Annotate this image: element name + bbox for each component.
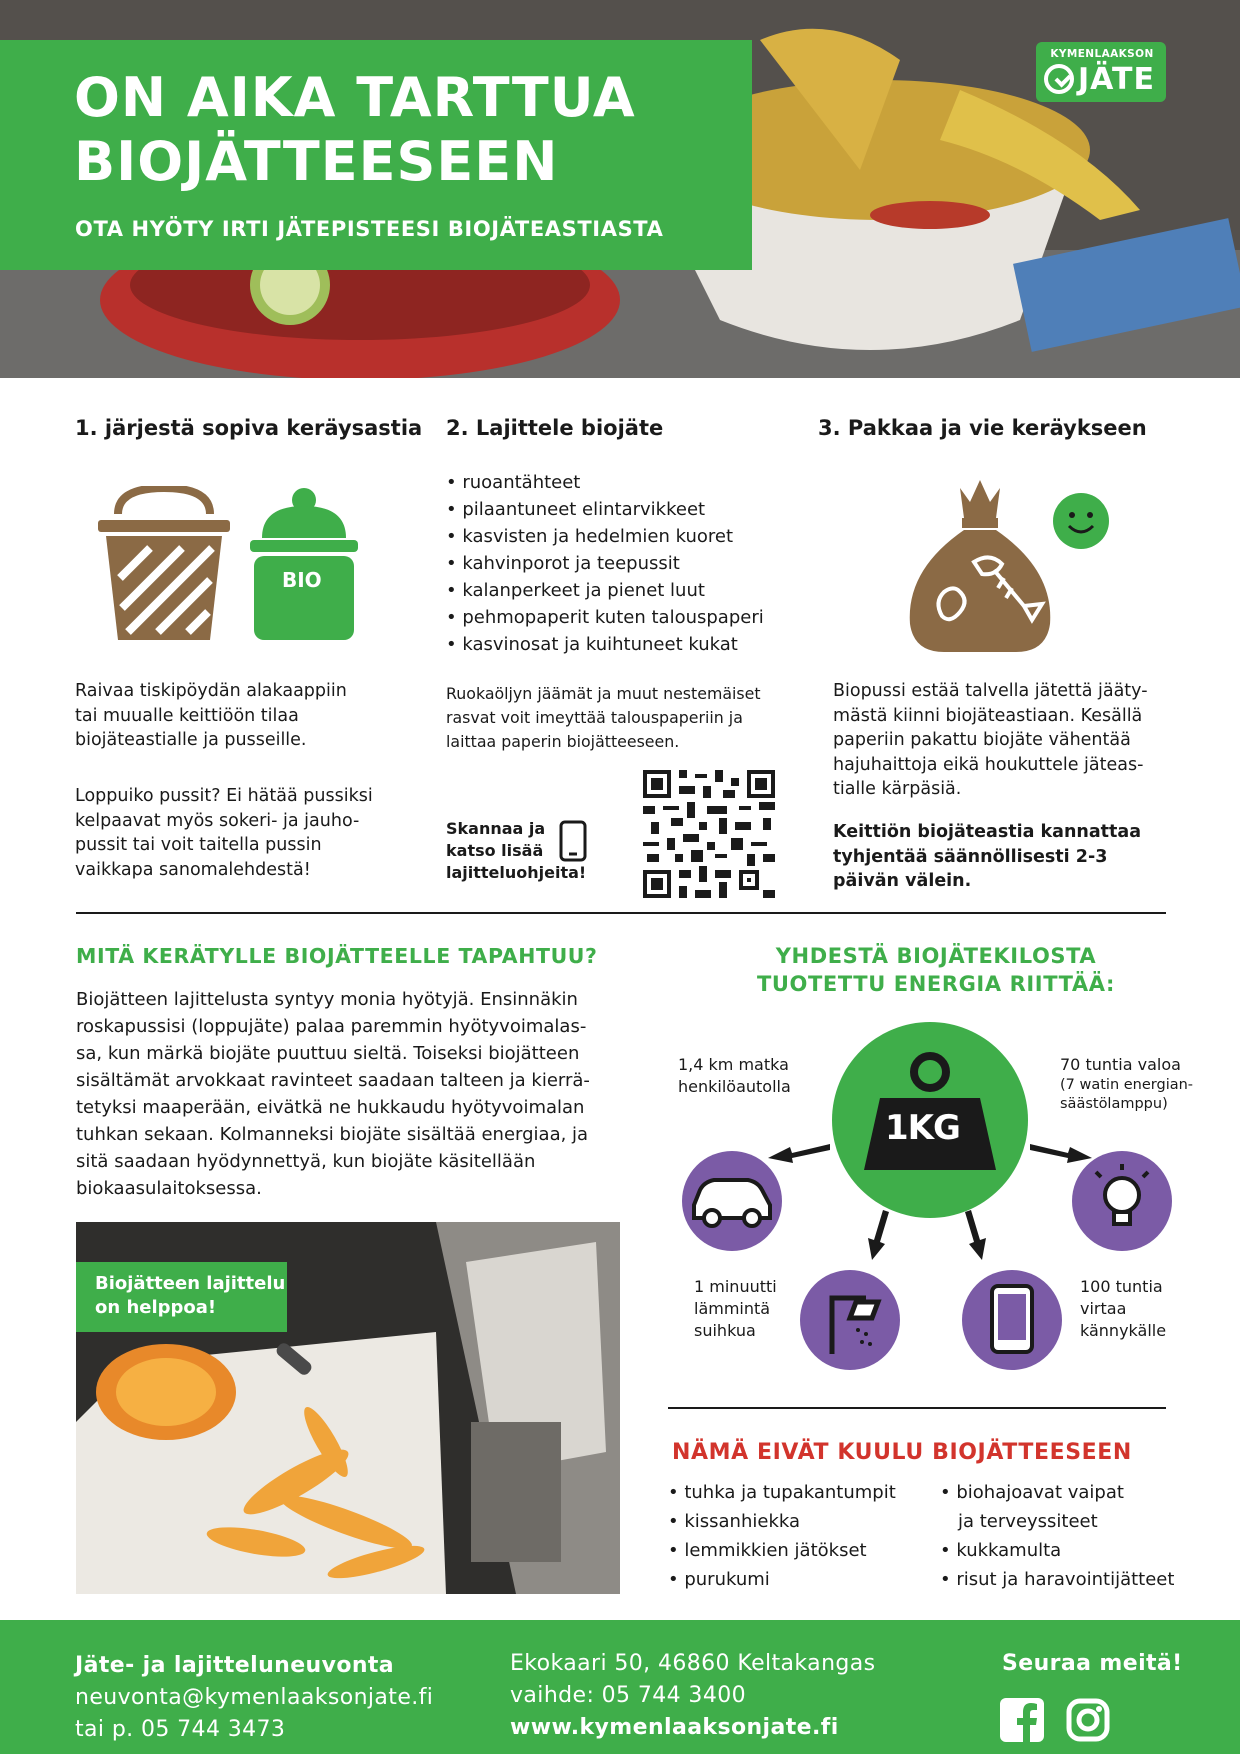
text-line: sitä saadaan hyödynnettyä, kun biojäte käsitellään: [76, 1151, 536, 1172]
text-line: pussit tai voit taitella pussin: [75, 835, 322, 855]
advice-email[interactable]: neuvonta@kymenlaaksonjate.fi: [75, 1685, 434, 1710]
footer: [0, 1620, 1240, 1754]
title-line-2: BIOJÄTTEESEEN: [74, 130, 559, 193]
biowaste-bag-icon: [904, 474, 1056, 654]
text-line: YHDESTÄ BIOJÄTEKILOSTA: [775, 944, 1097, 968]
step-1-text: [75, 679, 347, 753]
text-line: kännykälle: [1080, 1321, 1167, 1340]
text-line: säästölamppu): [1060, 1096, 1168, 1112]
bio-items-list: [446, 469, 764, 658]
shower-label: [694, 1276, 777, 1342]
list-item-continuation: ja terveyssiteet: [958, 1511, 1098, 1532]
text-line: Skannaa ja: [446, 819, 546, 838]
text-line: 1 minuutti: [694, 1277, 777, 1296]
step-3-text: [833, 679, 1148, 802]
text-line: roskapussisi (loppujäte) palaa paremmin hyötyvoimalas-: [76, 1016, 587, 1037]
text-line: Loppuiko pussit? Ei hätää pussiksi: [75, 786, 373, 806]
text-line: Ruokaöljyn jäämät ja muut nestemäiset: [446, 684, 761, 703]
text-line: lajitteluohjeita!: [446, 863, 587, 882]
hero-banner: [0, 0, 1240, 378]
light-label: [1060, 1054, 1193, 1114]
list-item: • pilaantuneet elintarvikkeet: [446, 496, 764, 523]
section-divider: [668, 1407, 1166, 1409]
text-line: biojäteastialle ja pusseille.: [75, 730, 307, 750]
text-line: henkilöautolla: [678, 1077, 791, 1096]
bio-bin-icon: [248, 486, 360, 642]
text-line: (7 watin energian-: [1060, 1077, 1194, 1093]
what-happens-heading: MITÄ KERÄTYLLE BIOJÄTTEELLE TAPAHTUU?: [76, 944, 598, 968]
text-line: vaikkapa sanomalehdestä!: [75, 859, 311, 880]
facebook-icon[interactable]: [1000, 1698, 1044, 1742]
smiley-icon: [1052, 492, 1110, 550]
text-line: päivän välein.: [833, 871, 972, 891]
page-subtitle: OTA HYÖTY IRTI JÄTEPISTEESI BIOJÄTEASTIASTA: [75, 217, 664, 241]
text-line: 100 tuntia: [1080, 1277, 1163, 1296]
text-line: tyhjentää säännöllisesti 2-3: [833, 846, 1108, 867]
list-item: • lemmikkien jätökset: [668, 1536, 896, 1565]
brand-logo-big-text: JÄTE: [1078, 62, 1156, 97]
text-line: Raivaa tiskipöydän alakaappiin: [75, 681, 347, 701]
text-line: Biojätteen lajittelusta syntyy monia hyötyjä. Ensinnäkin: [76, 989, 578, 1010]
list-item: • kalanperkeet ja pienet luut: [446, 577, 764, 604]
oil-note: [446, 682, 761, 754]
website-link[interactable]: www.kymenlaaksonjate.fi: [510, 1715, 839, 1740]
text-line: Biojätteen lajittelu: [95, 1273, 286, 1294]
step-3-heading: 3. Pakkaa ja vie keräykseen: [818, 416, 1147, 440]
text-line: sisältämät arvokkaat ravinteet saadaan talteen ja kierrä-: [76, 1070, 590, 1091]
step-3-bold-text: [833, 820, 1141, 894]
text-line: kelpaavat myös sokeri- ja jauho-: [75, 810, 360, 831]
instagram-icon[interactable]: [1066, 1698, 1110, 1742]
title-line-1: ON AIKA TARTTUA: [74, 66, 636, 129]
text-line: rasvat voit imeyttää talouspaperiin ja: [446, 708, 743, 727]
list-item: • tuhka ja tupakantumpit: [668, 1478, 896, 1507]
list-item: • kahvinporot ja teepussit: [446, 550, 764, 577]
not-bio-list-left: [668, 1478, 896, 1594]
list-item: • risut ja haravointijätteet: [940, 1565, 1174, 1594]
list-item: • kukkamulta: [940, 1536, 1174, 1565]
not-bio-list-right: [940, 1478, 1174, 1594]
follow-us-label: Seuraa meitä!: [1002, 1651, 1183, 1676]
text-line: suihkua: [694, 1321, 756, 1340]
list-item: • kissanhiekka: [668, 1507, 896, 1536]
advice-title: Jäte- ja lajitteluneuvonta: [75, 1653, 395, 1678]
brand-logo-small-text: KYMENLAAKSON: [1050, 48, 1154, 60]
section-divider: [76, 912, 1166, 914]
what-happens-text: [76, 986, 590, 1202]
list-item: • pehmopaperit kuten talouspaperi: [446, 604, 764, 631]
switchboard-phone[interactable]: vaihde: 05 744 3400: [510, 1683, 747, 1708]
page-title: [74, 66, 734, 194]
smartphone-icon: [558, 820, 588, 862]
advice-phone[interactable]: tai p. 05 744 3473: [75, 1717, 286, 1742]
weight-label: 1KG: [885, 1108, 960, 1148]
text-line: 1,4 km matka: [678, 1055, 789, 1074]
photo-label: [76, 1262, 287, 1332]
text-line: tetyksi maaperään, eivätkä ne hukkaudu hyötyvoimalan: [76, 1097, 585, 1118]
text-line: sa, kun märkä biojäte puuttuu sieltä. Toiseksi biojätteen: [76, 1043, 580, 1064]
text-line: paperiin pakattu biojäte vähentää: [833, 730, 1131, 750]
text-line: on helppoa!: [95, 1297, 217, 1318]
energy-heading: [666, 942, 1206, 998]
list-item: • ruoantähteet: [446, 469, 764, 496]
text-line: mästä kiinni biojäteastiaan. Kesällä: [833, 705, 1143, 726]
text-line: Biopussi estää talvella jätettä jääty-: [833, 681, 1148, 701]
list-item: • kasvisten ja hedelmien kuoret: [446, 523, 764, 550]
text-line: tialle kärpäsiä.: [833, 779, 962, 799]
list-item: • purukumi: [668, 1565, 896, 1594]
car-icon: [694, 1180, 770, 1226]
text-line: biokaasulaitoksessa.: [76, 1178, 262, 1199]
text-line: Keittiön biojäteastia kannattaa: [833, 822, 1142, 842]
text-line: virtaa: [1080, 1299, 1127, 1318]
brand-logo: [1036, 42, 1166, 102]
text-line: tai muualle keittiöön tilaa: [75, 705, 299, 726]
text-line: katso lisää: [446, 841, 544, 860]
address: Ekokaari 50, 46860 Keltakangas: [510, 1651, 876, 1676]
step-2-heading: 2. Lajittele biojäte: [446, 416, 664, 440]
not-bio-heading: NÄMÄ EIVÄT KUULU BIOJÄTTEESEEN: [672, 1440, 1132, 1465]
phone-label: [1080, 1276, 1166, 1342]
checkmark-icon: [1044, 64, 1074, 94]
list-item: • kasvinosat ja kuihtuneet kukat: [446, 631, 764, 658]
bio-bin-label: BIO: [282, 568, 322, 592]
text-line: laittaa paperin biojätteeseen.: [446, 732, 680, 751]
basket-icon: [96, 486, 232, 642]
qr-code-icon[interactable]: [643, 770, 775, 898]
step-1-extra-text: [75, 784, 373, 882]
list-item: • biohajoavat vaipat: [940, 1478, 1174, 1507]
text-line: TUOTETTU ENERGIA RIITTÄÄ:: [756, 972, 1116, 996]
text-line: 70 tuntia valoa: [1060, 1055, 1181, 1074]
text-line: hajuhaittoja eikä houkuttele jäteas-: [833, 754, 1144, 775]
text-line: tuhkan sekaan. Kolmanneksi biojäte sisältää energiaa, ja: [76, 1124, 589, 1145]
step-1-heading: 1. järjestä sopiva keräysastia: [75, 416, 423, 440]
text-line: lämmintä: [694, 1299, 771, 1318]
car-label: [678, 1054, 791, 1098]
